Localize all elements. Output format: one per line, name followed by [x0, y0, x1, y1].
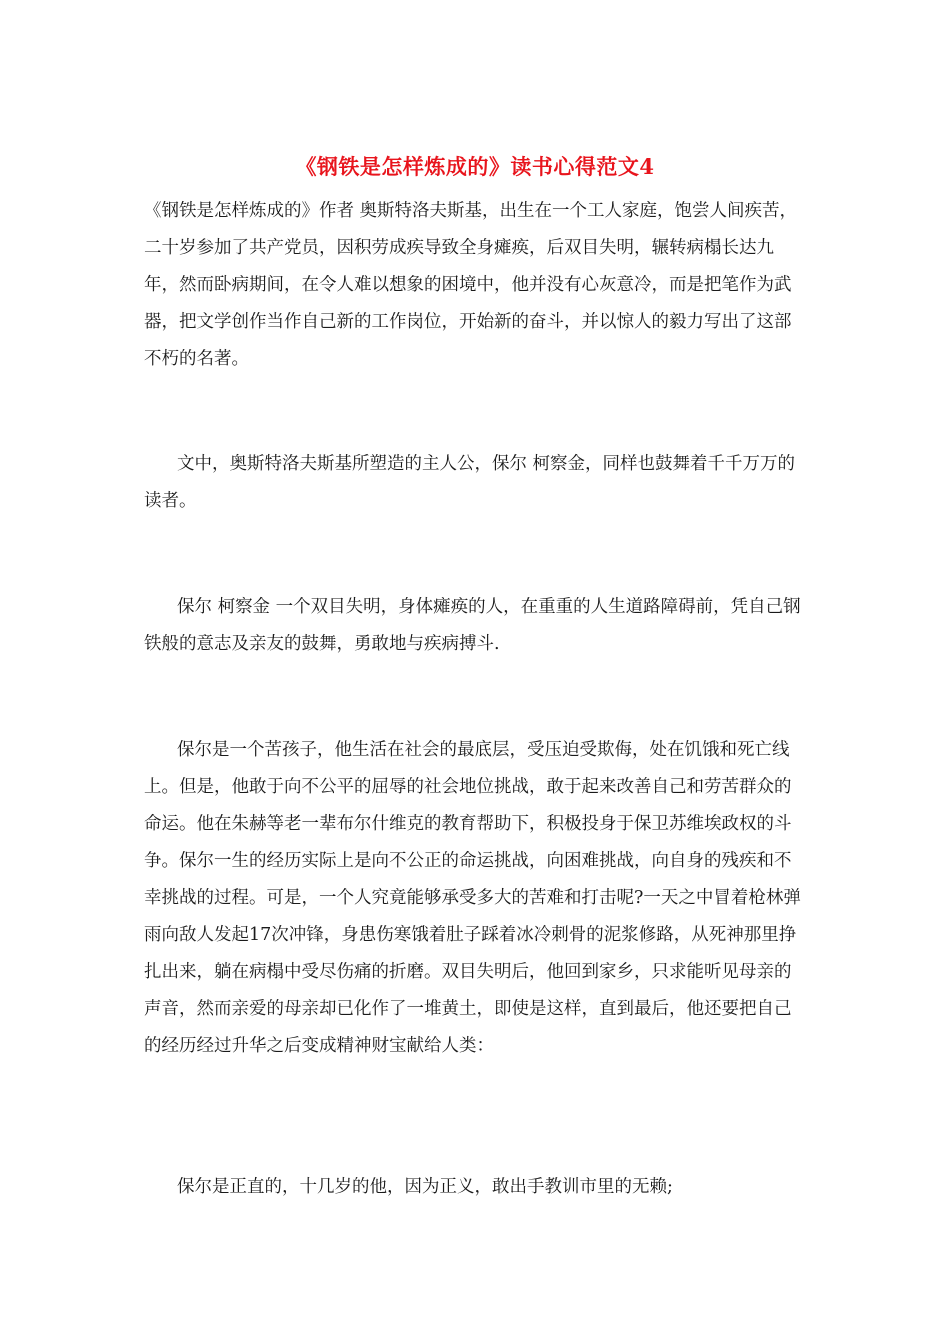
paragraph-struggle: 保尔 柯察金 一个双目失明，身体瘫痪的人，在重重的人生道路障碍前，凭自己钢铁般的意志及亲友的鼓舞，勇敢地与疾病搏斗.	[144, 597, 801, 654]
document-title: 《钢铁是怎样炼成的》读书心得范文4	[295, 154, 655, 179]
paragraph-life-story: 保尔是一个苦孩子，他生活在社会的最底层，受压迫受欺侮，处在饥饿和死亡线上。但是，他敢于向不公平的屈辱的社会地位挑战，敢于起来改善自己和劳苦群众的命运。他在朱赫等老一辈布尔什维克的教育帮助下，积极投身于保卫苏维埃政权的斗争。保尔一生的经历实际上是向不公正的命运挑战，向困难挑战，向自身的残疾和不幸挑战的过程。可是，一个人究竟能够承受多大的苦难和打击呢?一天之中冒着枪林弹雨向敌人发起17次冲锋，身患伤寒饿着肚子踩着冰冷刺骨的泥浆修路，从死神那里挣扎出来，躺在病榻中受尽伤痛的折磨。双目失明后，他回到家乡，只求能听见母亲的声音，然而亲爱的母亲却已化作了一堆黄土，即使是这样，直到最后，他还要把自己的经历经过升华之后变成精神财宝献给人类：	[144, 740, 801, 1056]
paragraph-upright: 保尔是正直的，十几岁的他，因为正义，敢出手教训市里的无赖;	[177, 1177, 673, 1197]
paragraph-protagonist: 文中，奥斯特洛夫斯基所塑造的主人公，保尔 柯察金，同样也鼓舞着千千万万的读者。	[144, 454, 796, 511]
paragraph-intro: 《钢铁是怎样炼成的》作者 奥斯特洛夫斯基，出生在一个工人家庭，饱尝人间疾苦，二十岁参加了共产党员，因积劳成疾导致全身瘫痪，后双目失明，辗转病榻长达九年，然而卧病期间，在令人难以想象的困境中，他并没有心灰意冷，而是把笔作为武器，把文学创作当作自己新的工作岗位，开始新的奋斗，并以惊人的毅力写出了这部不朽的名著。	[144, 201, 798, 369]
